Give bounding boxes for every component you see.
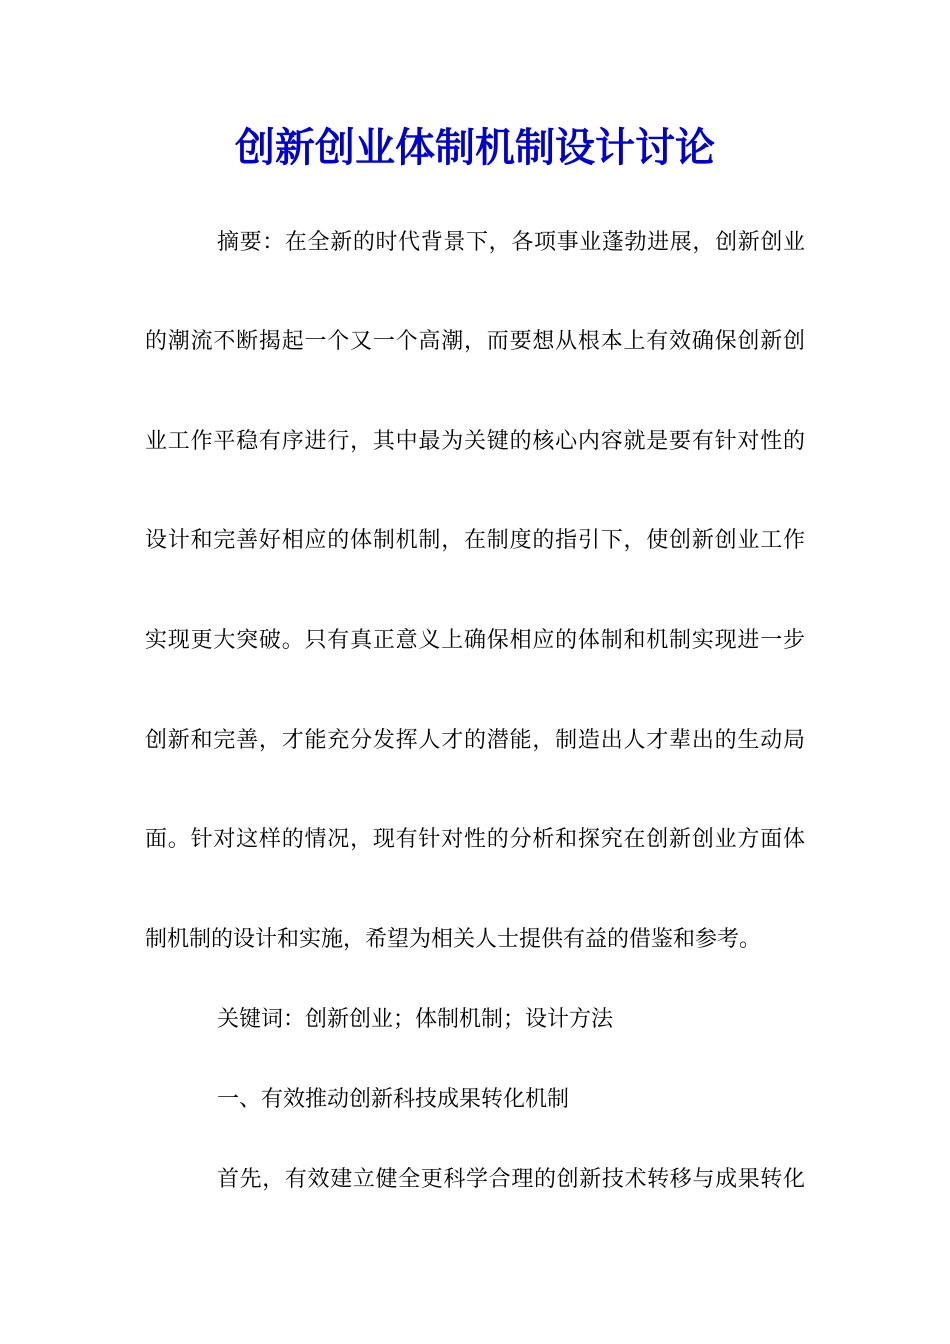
abstract-line-6: 创新和完善，才能充分发挥人才的潜能，制造出人才辈出的生动局 xyxy=(145,728,805,753)
body-paragraph-line-1: 首先，有效建立健全更科学合理的创新技术转移与成果转化 xyxy=(217,1167,805,1192)
abstract-line-2: 的潮流不断揭起一个又一个高潮，而要想从根本上有效确保创新创 xyxy=(145,329,805,354)
abstract-line-3: 业工作平稳有序进行，其中最为关键的核心内容就是要有针对性的 xyxy=(145,429,805,454)
abstract-line-1: 摘要：在全新的时代背景下，各项事业蓬勃进展，创新创业 xyxy=(217,230,805,255)
abstract-line-5: 实现更大突破。只有真正意义上确保相应的体制和机制实现进一步 xyxy=(145,628,805,653)
abstract-line-8: 制机制的设计和实施，希望为相关人士提供有益的借鉴和参考。 xyxy=(145,927,762,952)
abstract-line-4: 设计和完善好相应的体制机制，在制度的指引下，使创新创业工作 xyxy=(145,528,805,553)
keywords-line: 关键词：创新创业；体制机制；设计方法 xyxy=(217,1007,614,1032)
section-heading: 一、有效推动创新科技成果转化机制 xyxy=(217,1087,570,1112)
abstract-line-7: 面。针对这样的情况，现有针对性的分析和探究在创新创业方面体 xyxy=(145,827,805,852)
document-title: 创新创业体制机制设计讨论 xyxy=(235,124,715,171)
